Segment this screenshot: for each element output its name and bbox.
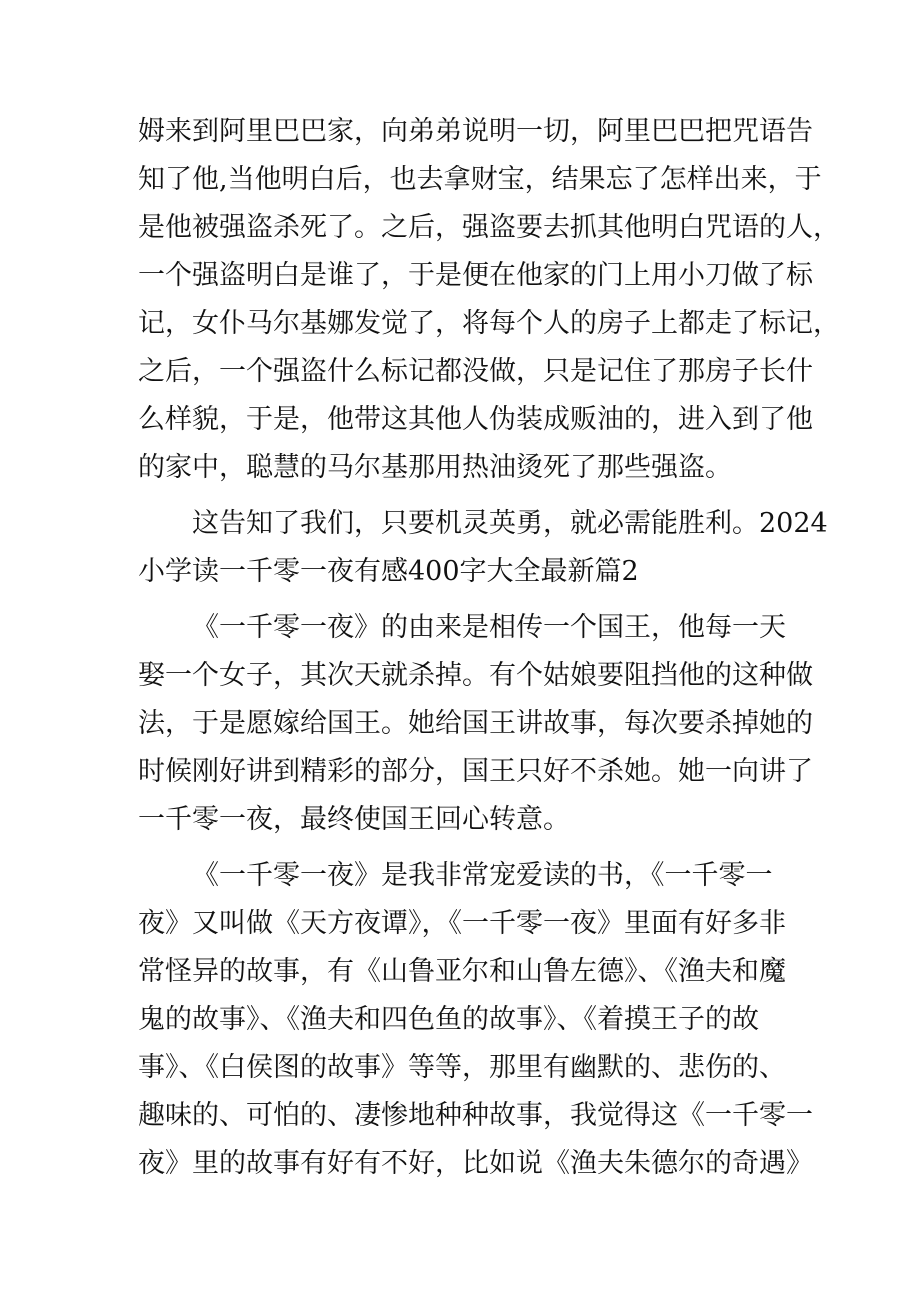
text-line: 娶一个女子，其次天就杀掉。有个姑娘要阻挡他的这种做 [138, 660, 813, 691]
paragraph-gap [138, 844, 798, 852]
text-line: 这告知了我们，只要机灵英勇，就必需能胜利。2024 [192, 508, 828, 539]
text-line: 知了他,当他明白后，也去拿财宝，结果忘了怎样出来，于 [138, 164, 822, 195]
section-heading-line: 小学读一千零一夜有感400字大全最新篇2 [138, 556, 639, 587]
text-line: 时候刚好讲到精彩的部分，国王只好不杀她。她一向讲了 [138, 756, 813, 787]
paragraph-gap [138, 492, 798, 500]
text-line: 事》、《白侯图的故事》等等，那里有幽默的、悲伤的、 [138, 1052, 786, 1083]
text-line: 趣味的、可怕的、凄惨地种种故事，我觉得这《一千零一 [138, 1100, 813, 1131]
body-text [138, 108, 840, 1188]
text-line: 鬼的故事》、《渔夫和四色鱼的故事》、《着摸王子的故 [138, 1004, 759, 1035]
text-line: 夜》又叫做《天方夜谭》，《一千零一夜》里面有好多非 [138, 908, 786, 939]
text-line: 记，女仆马尔基娜发觉了，将每个人的房子上都走了标记， [138, 308, 840, 339]
text-line: 常怪异的故事，有《山鲁亚尔和山鲁左德》、《渔夫和魔 [138, 956, 786, 987]
text-line: 是他被强盗杀死了。之后，强盗要去抓其他明白咒语的人， [138, 212, 840, 243]
text-line: 《一千零一夜》的由来是相传一个国王，他每一天 [192, 612, 786, 643]
text-line: 《一千零一夜》是我非常宠爱读的书，《一千零一 [192, 860, 773, 891]
paragraph-gap [138, 596, 798, 604]
text-line: 的家中，聪慧的马尔基那用热油烫死了那些强盗。 [138, 452, 732, 483]
text-line: 夜》里的故事有好有不好，比如说《渔夫朱德尔的奇遇》 [138, 1148, 813, 1179]
text-line: 法，于是愿嫁给国王。她给国王讲故事，每次要杀掉她的 [138, 708, 813, 739]
text-line: 么样貌，于是，他带这其他人伪装成贩油的，进入到了他 [138, 404, 813, 435]
text-line: 姆来到阿里巴巴家，向弟弟说明一切，阿里巴巴把咒语告 [138, 116, 813, 147]
text-line: 一个强盗明白是谁了，于是便在他家的门上用小刀做了标 [138, 260, 813, 291]
text-line: 之后，一个强盗什么标记都没做，只是记住了那房子长什 [138, 356, 813, 387]
text-line: 一千零一夜，最终使国王回心转意。 [138, 804, 570, 835]
